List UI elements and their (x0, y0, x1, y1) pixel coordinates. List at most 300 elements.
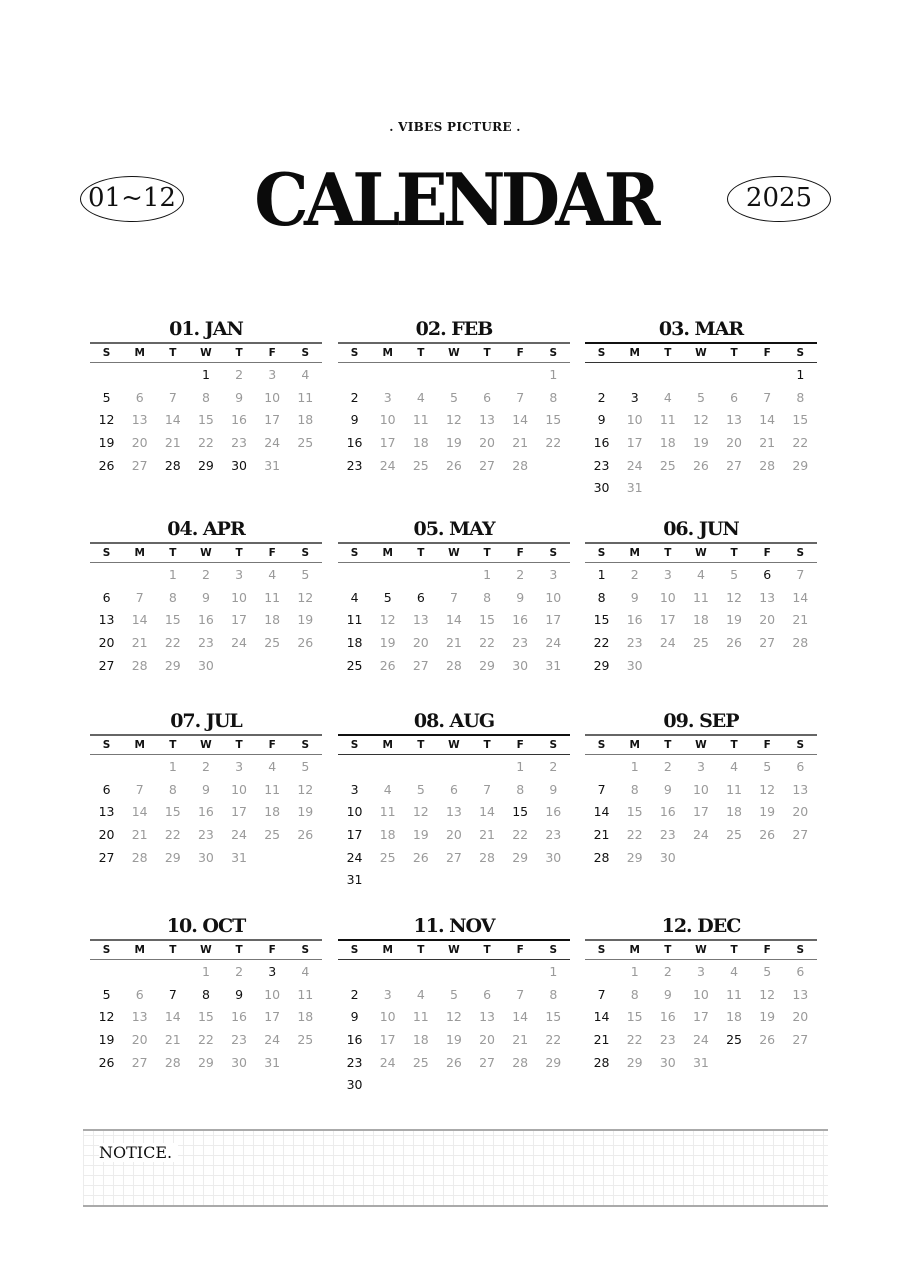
day-cell[interactable]: 9 (516, 589, 525, 605)
day-cell[interactable]: 25 (412, 457, 429, 473)
day-cell[interactable]: 28 (512, 1054, 529, 1070)
day-cell[interactable]: 4 (268, 567, 277, 582)
day-cell[interactable]: 3 (383, 986, 392, 1002)
day-cell[interactable]: 24 (231, 635, 248, 651)
day-cell[interactable]: 21 (479, 827, 496, 843)
day-cell[interactable]: 25 (412, 1054, 429, 1070)
day-cell[interactable]: 29 (512, 849, 529, 865)
day-cell[interactable]: 27 (726, 457, 743, 473)
day-cell[interactable]: 20 (98, 827, 115, 843)
day-cell[interactable]: 20 (131, 1032, 148, 1048)
day-cell[interactable]: 22 (164, 827, 181, 843)
day-cell[interactable]: 18 (346, 635, 363, 651)
day-cell[interactable]: 17 (346, 827, 363, 843)
day-cell[interactable]: 8 (630, 781, 639, 797)
day-cell[interactable]: 7 (516, 389, 525, 405)
day-cell[interactable]: 31 (231, 849, 248, 865)
day-cell[interactable]: 30 (626, 657, 643, 673)
day-cell[interactable]: 22 (792, 435, 809, 451)
day-cell[interactable]: 5 (301, 567, 310, 582)
day-cell[interactable]: 18 (659, 435, 676, 451)
day-cell[interactable]: 10 (346, 804, 363, 820)
day-cell[interactable]: 1 (796, 367, 805, 382)
day-cell[interactable]: 31 (692, 1054, 709, 1070)
day-cell[interactable]: 9 (549, 781, 558, 797)
day-cell[interactable]: 14 (593, 804, 610, 820)
day-cell[interactable]: 1 (516, 759, 525, 774)
day-cell[interactable]: 27 (759, 635, 776, 651)
day-cell[interactable]: 23 (659, 1032, 676, 1048)
day-cell[interactable]: 15 (512, 804, 529, 820)
day-cell[interactable]: 3 (630, 389, 639, 405)
day-cell[interactable]: 23 (231, 435, 248, 451)
day-cell[interactable]: 10 (231, 589, 248, 605)
day-cell[interactable]: 30 (231, 1054, 248, 1070)
day-cell[interactable]: 24 (231, 827, 248, 843)
day-cell[interactable]: 16 (659, 1009, 676, 1025)
day-cell[interactable]: 8 (549, 986, 558, 1002)
day-cell[interactable]: 4 (383, 781, 392, 797)
day-cell[interactable]: 17 (264, 1009, 281, 1025)
day-cell[interactable]: 20 (759, 612, 776, 628)
day-cell[interactable]: 19 (297, 804, 314, 820)
day-cell[interactable]: 15 (792, 412, 809, 428)
day-cell[interactable]: 28 (759, 457, 776, 473)
day-cell[interactable]: 7 (135, 781, 144, 797)
day-cell[interactable]: 2 (663, 964, 672, 979)
day-cell[interactable]: 5 (763, 964, 772, 979)
day-cell[interactable]: 29 (197, 457, 214, 473)
day-cell[interactable]: 12 (726, 589, 743, 605)
day-cell[interactable]: 4 (301, 367, 310, 382)
day-cell[interactable]: 25 (659, 457, 676, 473)
day-cell[interactable]: 24 (379, 457, 396, 473)
day-cell[interactable]: 22 (545, 1032, 562, 1048)
day-cell[interactable]: 16 (512, 612, 529, 628)
day-cell[interactable]: 19 (692, 435, 709, 451)
day-cell[interactable]: 21 (512, 435, 529, 451)
day-cell[interactable]: 22 (593, 635, 610, 651)
day-cell[interactable]: 6 (483, 389, 492, 405)
day-cell[interactable]: 12 (759, 986, 776, 1002)
day-cell[interactable]: 14 (512, 412, 529, 428)
day-cell[interactable]: 5 (449, 389, 458, 405)
day-cell[interactable]: 26 (98, 1054, 115, 1070)
day-cell[interactable]: 24 (659, 635, 676, 651)
day-cell[interactable]: 19 (98, 1032, 115, 1048)
day-cell[interactable]: 23 (346, 457, 363, 473)
day-cell[interactable]: 20 (726, 435, 743, 451)
day-cell[interactable]: 24 (626, 457, 643, 473)
day-cell[interactable]: 30 (545, 849, 562, 865)
day-cell[interactable]: 22 (197, 1032, 214, 1048)
day-cell[interactable]: 17 (231, 804, 248, 820)
day-cell[interactable]: 24 (264, 1032, 281, 1048)
day-cell[interactable]: 25 (297, 1032, 314, 1048)
day-cell[interactable]: 5 (301, 759, 310, 774)
day-cell[interactable]: 9 (663, 986, 672, 1002)
day-cell[interactable]: 17 (231, 612, 248, 628)
day-cell[interactable]: 7 (168, 986, 177, 1002)
day-cell[interactable]: 4 (350, 589, 359, 605)
day-cell[interactable]: 25 (264, 635, 281, 651)
day-cell[interactable]: 30 (512, 657, 529, 673)
day-cell[interactable]: 2 (597, 389, 606, 405)
day-cell[interactable]: 19 (759, 804, 776, 820)
day-cell[interactable]: 10 (264, 986, 281, 1002)
day-cell[interactable]: 27 (98, 849, 115, 865)
day-cell[interactable]: 29 (626, 1054, 643, 1070)
day-cell[interactable]: 16 (231, 412, 248, 428)
day-cell[interactable]: 18 (726, 804, 743, 820)
day-cell[interactable]: 4 (416, 389, 425, 405)
day-cell[interactable]: 12 (445, 412, 462, 428)
day-cell[interactable]: 13 (131, 412, 148, 428)
day-cell[interactable]: 16 (545, 804, 562, 820)
day-cell[interactable]: 16 (626, 612, 643, 628)
day-cell[interactable]: 16 (231, 1009, 248, 1025)
day-cell[interactable]: 9 (597, 412, 606, 428)
day-cell[interactable]: 6 (416, 589, 425, 605)
day-cell[interactable]: 15 (545, 1009, 562, 1025)
day-cell[interactable]: 26 (726, 635, 743, 651)
day-cell[interactable]: 23 (593, 457, 610, 473)
day-cell[interactable]: 18 (297, 1009, 314, 1025)
day-cell[interactable]: 29 (164, 849, 181, 865)
day-cell[interactable]: 8 (201, 986, 210, 1002)
day-cell[interactable]: 3 (696, 759, 705, 774)
day-cell[interactable]: 16 (346, 435, 363, 451)
day-cell[interactable]: 22 (197, 435, 214, 451)
day-cell[interactable]: 25 (692, 635, 709, 651)
day-cell[interactable]: 1 (630, 759, 639, 774)
day-cell[interactable]: 4 (663, 389, 672, 405)
day-cell[interactable]: 11 (297, 389, 314, 405)
day-cell[interactable]: 8 (201, 389, 210, 405)
day-cell[interactable]: 1 (168, 759, 177, 774)
day-cell[interactable]: 11 (412, 1009, 429, 1025)
day-cell[interactable]: 28 (445, 657, 462, 673)
day-cell[interactable]: 24 (346, 849, 363, 865)
day-cell[interactable]: 6 (135, 986, 144, 1002)
day-cell[interactable]: 3 (235, 759, 244, 774)
day-cell[interactable]: 28 (164, 1054, 181, 1070)
day-cell[interactable]: 1 (168, 567, 177, 582)
day-cell[interactable]: 12 (379, 612, 396, 628)
day-cell[interactable]: 15 (164, 804, 181, 820)
day-cell[interactable]: 8 (168, 781, 177, 797)
day-cell[interactable]: 23 (197, 635, 214, 651)
day-cell[interactable]: 24 (692, 1032, 709, 1048)
day-cell[interactable]: 30 (231, 457, 248, 473)
day-cell[interactable]: 27 (479, 457, 496, 473)
day-cell[interactable]: 20 (98, 635, 115, 651)
day-cell[interactable]: 28 (512, 457, 529, 473)
day-cell[interactable]: 25 (346, 657, 363, 673)
day-cell[interactable]: 27 (131, 457, 148, 473)
day-cell[interactable]: 2 (630, 567, 639, 582)
day-cell[interactable]: 9 (350, 412, 359, 428)
day-cell[interactable]: 14 (164, 1009, 181, 1025)
day-cell[interactable]: 9 (201, 781, 210, 797)
day-cell[interactable]: 27 (445, 849, 462, 865)
day-cell[interactable]: 1 (483, 567, 492, 582)
day-cell[interactable]: 26 (692, 457, 709, 473)
day-cell[interactable]: 5 (102, 986, 111, 1002)
day-cell[interactable]: 6 (763, 567, 772, 582)
day-cell[interactable]: 17 (659, 612, 676, 628)
day-cell[interactable]: 15 (164, 612, 181, 628)
day-cell[interactable]: 9 (663, 781, 672, 797)
day-cell[interactable]: 16 (593, 435, 610, 451)
day-cell[interactable]: 29 (593, 657, 610, 673)
day-cell[interactable]: 9 (201, 589, 210, 605)
day-cell[interactable]: 22 (545, 435, 562, 451)
day-cell[interactable]: 28 (593, 849, 610, 865)
day-cell[interactable]: 16 (197, 612, 214, 628)
day-cell[interactable]: 23 (626, 635, 643, 651)
day-cell[interactable]: 20 (792, 1009, 809, 1025)
day-cell[interactable]: 7 (449, 589, 458, 605)
day-cell[interactable]: 3 (350, 781, 359, 797)
day-cell[interactable]: 29 (164, 657, 181, 673)
day-cell[interactable]: 6 (483, 986, 492, 1002)
day-cell[interactable]: 23 (545, 827, 562, 843)
day-cell[interactable]: 19 (445, 1032, 462, 1048)
day-cell[interactable]: 9 (235, 986, 244, 1002)
day-cell[interactable]: 12 (412, 804, 429, 820)
day-cell[interactable]: 21 (131, 827, 148, 843)
day-cell[interactable]: 2 (549, 759, 558, 774)
day-cell[interactable]: 6 (730, 389, 739, 405)
day-cell[interactable]: 28 (593, 1054, 610, 1070)
day-cell[interactable]: 2 (350, 986, 359, 1002)
day-cell[interactable]: 1 (630, 964, 639, 979)
day-cell[interactable]: 17 (692, 804, 709, 820)
day-cell[interactable]: 24 (545, 635, 562, 651)
day-cell[interactable]: 11 (379, 804, 396, 820)
day-cell[interactable]: 21 (131, 635, 148, 651)
day-cell[interactable]: 3 (268, 964, 277, 979)
day-cell[interactable]: 17 (379, 435, 396, 451)
day-cell[interactable]: 3 (696, 964, 705, 979)
day-cell[interactable]: 20 (792, 804, 809, 820)
day-cell[interactable]: 14 (512, 1009, 529, 1025)
day-cell[interactable]: 18 (692, 612, 709, 628)
notice-box[interactable] (83, 1129, 828, 1207)
day-cell[interactable]: 11 (297, 986, 314, 1002)
day-cell[interactable]: 30 (593, 480, 610, 496)
day-cell[interactable]: 18 (297, 412, 314, 428)
day-cell[interactable]: 25 (726, 827, 743, 843)
day-cell[interactable]: 20 (131, 435, 148, 451)
day-cell[interactable]: 15 (545, 412, 562, 428)
day-cell[interactable]: 30 (197, 657, 214, 673)
day-cell[interactable]: 10 (379, 412, 396, 428)
day-cell[interactable]: 2 (663, 759, 672, 774)
day-cell[interactable]: 2 (201, 759, 210, 774)
day-cell[interactable]: 27 (98, 657, 115, 673)
day-cell[interactable]: 21 (164, 1032, 181, 1048)
day-cell[interactable]: 21 (759, 435, 776, 451)
day-cell[interactable]: 23 (346, 1054, 363, 1070)
day-cell[interactable]: 14 (164, 412, 181, 428)
day-cell[interactable]: 17 (692, 1009, 709, 1025)
day-cell[interactable]: 28 (792, 635, 809, 651)
day-cell[interactable]: 28 (479, 849, 496, 865)
day-cell[interactable]: 11 (264, 589, 281, 605)
day-cell[interactable]: 24 (264, 435, 281, 451)
day-cell[interactable]: 17 (545, 612, 562, 628)
day-cell[interactable]: 10 (659, 589, 676, 605)
day-cell[interactable]: 13 (792, 986, 809, 1002)
day-cell[interactable]: 4 (268, 759, 277, 774)
day-cell[interactable]: 2 (516, 567, 525, 582)
day-cell[interactable]: 12 (297, 589, 314, 605)
day-cell[interactable]: 15 (479, 612, 496, 628)
day-cell[interactable]: 12 (98, 412, 115, 428)
day-cell[interactable]: 12 (98, 1009, 115, 1025)
day-cell[interactable]: 10 (264, 389, 281, 405)
day-cell[interactable]: 10 (379, 1009, 396, 1025)
day-cell[interactable]: 5 (763, 759, 772, 774)
day-cell[interactable]: 16 (197, 804, 214, 820)
day-cell[interactable]: 12 (692, 412, 709, 428)
day-cell[interactable]: 7 (796, 567, 805, 582)
day-cell[interactable]: 26 (759, 1032, 776, 1048)
day-cell[interactable]: 12 (445, 1009, 462, 1025)
day-cell[interactable]: 27 (412, 657, 429, 673)
day-cell[interactable]: 5 (416, 781, 425, 797)
day-cell[interactable]: 10 (231, 781, 248, 797)
day-cell[interactable]: 1 (201, 964, 210, 979)
day-cell[interactable]: 7 (168, 389, 177, 405)
day-cell[interactable]: 4 (301, 964, 310, 979)
day-cell[interactable]: 7 (483, 781, 492, 797)
day-cell[interactable]: 11 (264, 781, 281, 797)
day-cell[interactable]: 11 (726, 781, 743, 797)
day-cell[interactable]: 28 (131, 849, 148, 865)
day-cell[interactable]: 1 (597, 567, 606, 582)
day-cell[interactable]: 17 (379, 1032, 396, 1048)
day-cell[interactable]: 5 (696, 389, 705, 405)
day-cell[interactable]: 10 (545, 589, 562, 605)
day-cell[interactable]: 20 (412, 635, 429, 651)
day-cell[interactable]: 15 (626, 1009, 643, 1025)
day-cell[interactable]: 21 (445, 635, 462, 651)
day-cell[interactable]: 27 (792, 827, 809, 843)
day-cell[interactable]: 24 (692, 827, 709, 843)
day-cell[interactable]: 7 (516, 986, 525, 1002)
day-cell[interactable]: 18 (264, 612, 281, 628)
day-cell[interactable]: 5 (730, 567, 739, 582)
day-cell[interactable]: 26 (98, 457, 115, 473)
day-cell[interactable]: 13 (759, 589, 776, 605)
day-cell[interactable]: 7 (597, 781, 606, 797)
day-cell[interactable]: 8 (549, 389, 558, 405)
day-cell[interactable]: 13 (445, 804, 462, 820)
day-cell[interactable]: 2 (201, 567, 210, 582)
day-cell[interactable]: 13 (412, 612, 429, 628)
day-cell[interactable]: 21 (512, 1032, 529, 1048)
day-cell[interactable]: 13 (131, 1009, 148, 1025)
day-cell[interactable]: 31 (545, 657, 562, 673)
day-cell[interactable]: 14 (759, 412, 776, 428)
day-cell[interactable]: 19 (98, 435, 115, 451)
day-cell[interactable]: 29 (792, 457, 809, 473)
day-cell[interactable]: 6 (102, 781, 111, 797)
day-cell[interactable]: 13 (479, 1009, 496, 1025)
day-cell[interactable]: 14 (131, 612, 148, 628)
day-cell[interactable]: 26 (759, 827, 776, 843)
day-cell[interactable]: 15 (197, 412, 214, 428)
day-cell[interactable]: 7 (763, 389, 772, 405)
day-cell[interactable]: 31 (626, 480, 643, 496)
day-cell[interactable]: 3 (235, 567, 244, 582)
day-cell[interactable]: 7 (135, 589, 144, 605)
day-cell[interactable]: 29 (626, 849, 643, 865)
day-cell[interactable]: 15 (626, 804, 643, 820)
day-cell[interactable]: 26 (297, 827, 314, 843)
day-cell[interactable]: 19 (726, 612, 743, 628)
day-cell[interactable]: 6 (796, 964, 805, 979)
day-cell[interactable]: 3 (383, 389, 392, 405)
day-cell[interactable]: 27 (479, 1054, 496, 1070)
day-cell[interactable]: 14 (479, 804, 496, 820)
day-cell[interactable]: 8 (483, 589, 492, 605)
day-cell[interactable]: 8 (168, 589, 177, 605)
day-cell[interactable]: 26 (445, 457, 462, 473)
day-cell[interactable]: 4 (696, 567, 705, 582)
day-cell[interactable]: 7 (597, 986, 606, 1002)
day-cell[interactable]: 21 (593, 1032, 610, 1048)
day-cell[interactable]: 3 (663, 567, 672, 582)
day-cell[interactable]: 5 (383, 589, 392, 605)
day-cell[interactable]: 30 (659, 849, 676, 865)
day-cell[interactable]: 25 (379, 849, 396, 865)
day-cell[interactable]: 2 (350, 389, 359, 405)
day-cell[interactable]: 14 (131, 804, 148, 820)
day-cell[interactable]: 12 (297, 781, 314, 797)
day-cell[interactable]: 17 (626, 435, 643, 451)
day-cell[interactable]: 11 (692, 589, 709, 605)
day-cell[interactable]: 29 (197, 1054, 214, 1070)
day-cell[interactable]: 26 (297, 635, 314, 651)
day-cell[interactable]: 19 (297, 612, 314, 628)
day-cell[interactable]: 27 (792, 1032, 809, 1048)
day-cell[interactable]: 25 (264, 827, 281, 843)
day-cell[interactable]: 25 (297, 435, 314, 451)
day-cell[interactable]: 9 (350, 1009, 359, 1025)
day-cell[interactable]: 30 (197, 849, 214, 865)
day-cell[interactable]: 4 (730, 759, 739, 774)
day-cell[interactable]: 10 (692, 986, 709, 1002)
day-cell[interactable]: 24 (379, 1054, 396, 1070)
day-cell[interactable]: 20 (479, 1032, 496, 1048)
day-cell[interactable]: 28 (164, 457, 181, 473)
day-cell[interactable]: 11 (346, 612, 363, 628)
day-cell[interactable]: 13 (726, 412, 743, 428)
day-cell[interactable]: 27 (131, 1054, 148, 1070)
day-cell[interactable]: 23 (197, 827, 214, 843)
day-cell[interactable]: 18 (264, 804, 281, 820)
day-cell[interactable]: 20 (445, 827, 462, 843)
day-cell[interactable]: 12 (759, 781, 776, 797)
day-cell[interactable]: 5 (449, 986, 458, 1002)
day-cell[interactable]: 25 (726, 1032, 743, 1048)
day-cell[interactable]: 21 (164, 435, 181, 451)
day-cell[interactable]: 11 (726, 986, 743, 1002)
